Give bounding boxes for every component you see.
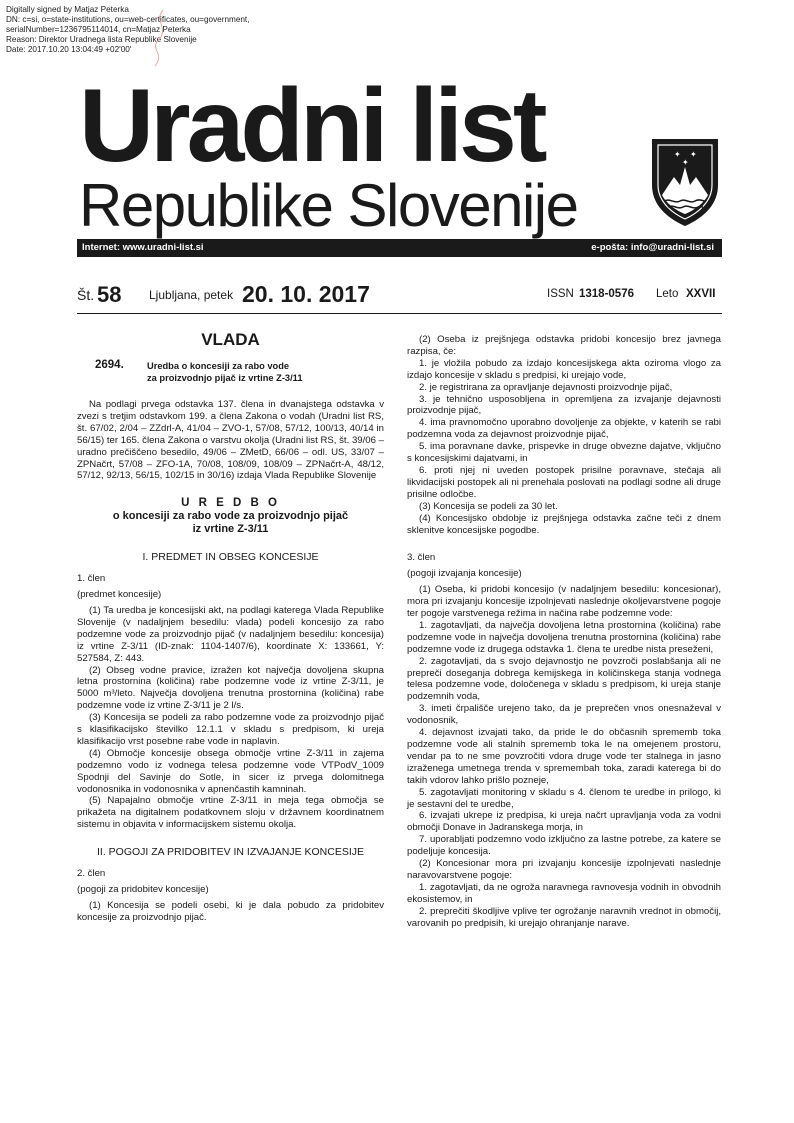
regulation-title: Uredba o koncesiji za rabo vode [147,361,290,371]
list-item: 4. dejavnost izvajati tako, da pride le do občasnih sprememb toka podzemne vode ali stalnih sprememb toka le na omejenem prostoru, vendar pa to ne sme povzročiti vdora druge vode ter stalnega in jasno izraženega umetnega trenda v spremembah toka, zaradi katerega bi do takih vdorov lahko prišlo pozneje, [407,727,721,786]
email-link[interactable]: e-pošta: info@uradni-list.si [591,242,714,253]
list-item: 6. proti njej ni uveden postopek prisilne poravnave, stečaja ali likvidacijski postopek ali ni prenehala poslovati na podlagi sodne ali druge prisilne odločbe. [407,464,721,500]
coat-of-arms-icon [650,137,720,227]
chapter-heading: II. POGOJI ZA PRIDOBITEV IN IZVAJANJE KONCESIJE [96,846,365,859]
signature-line: DN: c=si, o=state-institutions, ou=web-certificates, ou=government, [6,15,250,24]
article-paragraph: (4) Koncesijsko obdobje iz prejšnjega odstavka začne teči z dnem sklenitve koncesijske pogodbe. [407,512,721,536]
list-item: 1. zagotavljati, da ne ogroža naravnega ravnovesja vodnih in obvodnih ekosistemov, in [407,881,721,905]
signature-line: Date: 2017.10.20 13:04:49 +02'00' [6,45,132,54]
article-paragraph: (1) Ta uredba je koncesijski akt, na podlagi katerega Vlada Republike Slovenije (v nadaljnjem besedilu: vlada) podeli koncesijo za rabo podzemne vode za proizvodnjo pijač (v nadaljnjem besedilu: koncesija) iz vrtine Z-3/11 (ID-znak: 1104-1407/6), koordinate X: 133661, Y: 527584, Z: 443. [77,604,384,664]
issn-value: 1318-0576 [579,288,634,300]
list-item: 2. zagotavljati, da s svojo dejavnostjo ne povzroči poslabšanja ali ne prepreči doseganja dobrega kemijskega in količinskega stanja vodnega telesa podzemne vode, določenega v skladu s predpisom, ki ureja stanje podzemnih voda, [407,655,721,703]
leto-value: XXVII [686,288,716,300]
article-paragraph: (2) Koncesionar mora pri izvajanju koncesije izpolnjevati naslednje naravovarstvene pogoje: [407,858,721,881]
issue-number: 58 [97,282,122,307]
list-item: 5. ima poravnane davke, prispevke in druge obvezne dajatve, vključno s koncesijskimi dajatvami, in [407,441,721,465]
svg-text:✦: ✦ [690,150,697,159]
signature-scribble-icon [145,8,175,68]
list-item: 3. je tehnično usposobljena in opremljena za izvajanje dejavnosti proizvodnje pijač, [407,393,721,417]
article-subtitle: (pogoji izvajanja koncesije) [407,568,522,580]
masthead-contact-bar [77,239,722,257]
chapter-heading: I. PREDMET IN OBSEG KONCESIJE [142,551,319,564]
svg-text:✦: ✦ [682,158,689,167]
regulation-title: za proizvodnjo pijač iz vrtine Z-3/11 [147,373,303,383]
list-item: 2. je registrirana za opravljanje dejavnosti proizvodnje pijač, [419,381,673,393]
list-item: 2. preprečiti škodljive vplive ter ogrožanje naravnih vrednot in območij, varovanih po predpisih, ki urejajo ohranjanje narave. [407,905,721,929]
article-paragraph: (2) Obseg vodne pravice, izražen kot največja dovoljena skupna letna prostornina (količina) rabe podzemne vode iz vrtine Z-3/11, je 5000 m³/leto. Največja dovoljena trenutna prostornina (količina) rabe podzemne vode iz vrtine Z-3/11 je 2 l/s. [77,664,384,712]
preamble-paragraph: Na podlagi prvega odstavka 137. člena in dvanajstega odstavka v zvezi s tretjim odstavkom 199. a člena Zakona o vodah (Uradni list RS, št. 67/02, 2/04 – ZZdrl-A, 41/04 – ZVO-1, 57/08, 57/12, 100/13, 40/14 in 56/15) ter 165. člena Zakona o varstvu okolja (Uradni list RS, št. 39/06 – uradno prečiščeno besedilo, 49/06 – ZMetD, 66/06 – odl. US, 33/07 – ZPNačrt, 57/08 – ZFO-1A, 70/08, 108/09, 108/09 – ZPNačrt-A, 48/12, 57/12, 92/13, 56/15, 102/15 in 30/16) izdaja Vlada Republike Slovenije [77,399,384,482]
header-divider [77,313,722,314]
regulation-number: 2694. [95,359,124,371]
article-paragraph: (3) Koncesija se podeli za rabo podzemne vode za proizvodnjo pijač s klasifikacijsko številko 12.1.1 v skladu s predpisom, ki ureja klasifikacijo vrst posebne rabe vode in naplavin. [77,712,384,747]
article-paragraph: (2) Oseba iz prejšnjega odstavka pridobi koncesijo brez javnega razpisa, če: [407,334,721,357]
right-column [407,334,721,930]
signature-line: Digitally signed by Matjaz Peterka [6,5,129,14]
left-column [77,326,384,924]
article-subtitle: (pogoji za pridobitev koncesije) [77,884,209,895]
masthead-subtitle: Republike Slovenije [79,172,578,239]
issn-label: ISSN [547,288,574,300]
article-number: 2. člen [77,868,106,880]
list-item: 4. ima pravnomočno uporabno dovoljenje za objekte, v katerih se rabi podzemna voda za dejavnost proizvodnje pijač, [407,417,721,441]
article-subtitle: (predmet koncesije) [77,589,162,601]
document-subtitle: iz vrtine Z-3/11 [192,523,269,536]
svg-text:✦: ✦ [674,150,681,159]
list-item: 3. imeti črpališče urejeno tako, da je preprečen vnos onesnaževal v vodonosnik, [407,703,721,727]
signature-line: Reason: Direktor Uradnega lista Republike Slovenije [6,35,197,44]
digital-signature [6,5,249,55]
article-paragraph: (5) Napajalno območje vrtine Z-3/11 in meja tega območja se prikažeta na digitalnem podatkovnem sloju v državnem koordinatnem sistemu in objavita v informacijskem sistemu okolja. [77,795,384,831]
article-paragraph: (4) Območje koncesije obsega območje vrtine Z-3/11 in zajema podzemno vodo iz vodnega telesa podzemne vode VTPodV_1009 Spodnji del Savinje do Sotle, in sicer iz prvega dolomitnega vodonosnika in vodonosnika v apnenčastih kamninah. [77,747,384,795]
issue-date: 20. 10. 2017 [242,281,370,307]
article-number: 3. člen [407,552,436,564]
article-paragraph: (3) Koncesija se podeli za 30 let. [419,500,558,512]
article-paragraph: (1) Koncesija se podeli osebi, ki je dala pobudo za pridobitev koncesije za proizvodnjo pijač. [77,899,384,923]
issue-place: Ljubljana, petek [149,288,234,302]
list-item: 1. je vložila pobudo za izdajo koncesijskega akta oziroma vlogo za izdajo koncesije v skladu s predpisi, ki urejajo vode, [407,357,721,381]
signature-line: serialNumber=1236795114014, cn=Matjaz Peterka [6,25,191,34]
section-heading: VLADA [201,330,260,349]
internet-link[interactable]: Internet: www.uradni-list.si [82,242,204,253]
list-item: 5. zagotavljati monitoring v skladu s 4. členom te uredbe in prilogo, ki je sestavni del te uredbe, [407,786,721,810]
masthead-title: Uradni list [79,68,544,184]
leto-label: Leto [656,288,679,300]
list-item: 7. uporabljati podzemno vodo izključno za lastne potrebe, za katere se podeljuje koncesija. [407,834,721,858]
regulation-header [77,360,384,390]
document-title: U R E D B O [181,497,280,510]
issue-number-label: Št. [77,287,95,303]
list-item: 6. izvajati ukrepe iz predpisa, ki ureja načrt upravljanja voda za vodni območji Donave in Jadranskega morja, in [407,810,721,834]
issue-info [77,281,722,310]
document-subtitle: o koncesiji za rabo vode za proizvodnjo pijač [112,510,349,523]
list-item: 1. zagotavljati, da največja dovoljena letna prostornina (količina) rabe podzemne vode in največja dovoljena trenutna prostornina (količina) rabe podzemne vode iz drugega odstavka 1. člena te uredbe nista preseženi, [407,619,721,655]
article-number: 1. člen [77,573,106,585]
article-paragraph: (1) Oseba, ki pridobi koncesijo (v nadaljnjem besedilu: koncesionar), mora pri izvajanju koncesije izpolnjevati naslednje okoljevarstvene pogoje ter pogoje varstvenega režima in načina rabe podzemne vode: [407,584,721,620]
